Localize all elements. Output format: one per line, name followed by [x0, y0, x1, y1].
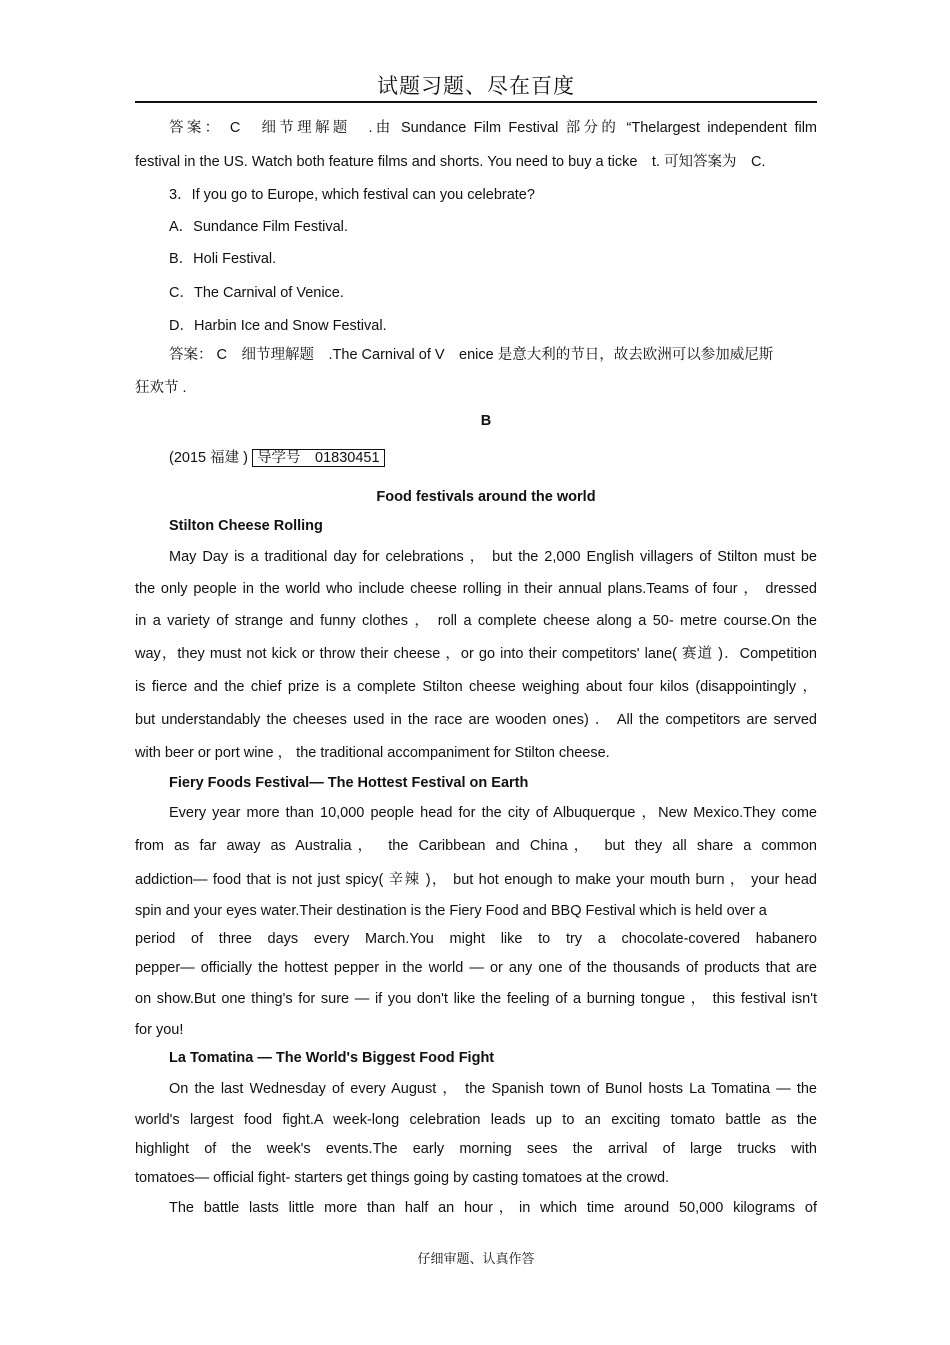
paragraph-line: way，they must not kick or throw their cheese ，or go into their competitors' lane( 赛道 )．Competition: [135, 646, 817, 662]
paragraph-line: The battle lasts little more than half an hour，in which time around 50,000 kilograms of: [169, 1200, 817, 1216]
paragraph-line: the only people in the world who include cheese rolling in their annual plans.Teams of four ， dressed: [135, 581, 817, 597]
question-3: 3．If you go to Europe, which festival can you celebrate?: [169, 187, 535, 203]
paragraph-line: pepper— officially the hottest pepper in the world — or any one of the thousands of products that are: [135, 960, 817, 976]
subheading: La Tomatina — The World's Biggest Food Fight: [169, 1050, 495, 1066]
paragraph-line: from as far away as Australia， the Caribbean and China， but they all share a common: [135, 838, 817, 854]
answer-line: 狂欢节 .: [135, 380, 187, 396]
paragraph-line: but understandably the cheeses used in the race are wooden ones) ． All the competitors are served: [135, 712, 817, 728]
paragraph-line: addiction— food that is not just spicy( 辛辣 )， but hot enough to make your mouth burn ， your head: [135, 872, 817, 888]
answer-line: festival in the US. Watch both feature films and shorts. You need to buy a ticke t. 可知答案为 C.: [135, 154, 766, 170]
answer-line: 答案： C 细节理解题 .The Carnival of V enice 是意大利的节日，故去欧洲可以参加威尼斯: [169, 347, 774, 363]
page-header: 试题习题、尽在百度: [377, 74, 575, 98]
section-label: B: [480, 413, 492, 429]
paragraph-line: in a variety of strange and funny clothes ， roll a complete cheese along a 50- metre course.On the: [135, 613, 817, 629]
option-b: B．Holi Festival.: [169, 251, 277, 267]
guide-number-box: 导学号 01830451: [252, 449, 385, 467]
header-rule: [135, 101, 817, 103]
option-a: A．Sundance Film Festival.: [169, 219, 348, 235]
paragraph-line: tomatoes— official fight- starters get things going by casting tomatoes at the crowd.: [135, 1170, 670, 1186]
paragraph-line: for you!: [135, 1022, 184, 1038]
paragraph-line: Every year more than 10,000 people head for the city of Albuquerque ，New Mexico.They come: [169, 805, 817, 821]
passage-title: Food festivals around the world: [376, 489, 596, 505]
paragraph-line: with beer or port wine ， the traditional accompaniment for Stilton cheese.: [135, 745, 610, 761]
option-c: C．The Carnival of Venice.: [169, 285, 344, 301]
paragraph-line: highlight of the week's events.The early morning sees the arrival of large trucks with: [135, 1141, 817, 1157]
source-prefix: (2015 福建 ): [169, 450, 252, 466]
answer-line: 答案： C 细节理解题 .由 Sundance Film Festival 部分的 “Thelargest independent film: [169, 120, 817, 136]
paragraph-line: On the last Wednesday of every August ， the Spanish town of Bunol hosts La Tomatina — the: [169, 1081, 817, 1097]
page-footer: 仔细审题、认真作答: [417, 1251, 535, 1266]
paragraph-line: May Day is a traditional day for celebrations ， but the 2,000 English villagers of Stilton must be: [169, 549, 817, 565]
paragraph-line: is fierce and the chief prize is a complete Stilton cheese weighing about four kilos (disappointingly ，: [135, 679, 817, 695]
paragraph-line: spin and your eyes water.Their destination is the Fiery Food and BBQ Festival which is held over a: [135, 903, 767, 919]
option-d: D．Harbin Ice and Snow Festival.: [169, 318, 387, 334]
subheading: Fiery Foods Festival— The Hottest Festival on Earth: [169, 775, 529, 791]
source-line: [135, 448, 817, 468]
subheading: Stilton Cheese Rolling: [169, 518, 323, 534]
paragraph-line: on show.But one thing's for sure — if you don't like the feeling of a burning tongue ， this festival isn't: [135, 991, 817, 1007]
paragraph-line: world's largest food fight.A week-long celebration leads up to an exciting tomato battle as the: [135, 1112, 817, 1128]
paragraph-line: period of three days every March.You might like to try a chocolate-covered habanero: [135, 931, 817, 947]
